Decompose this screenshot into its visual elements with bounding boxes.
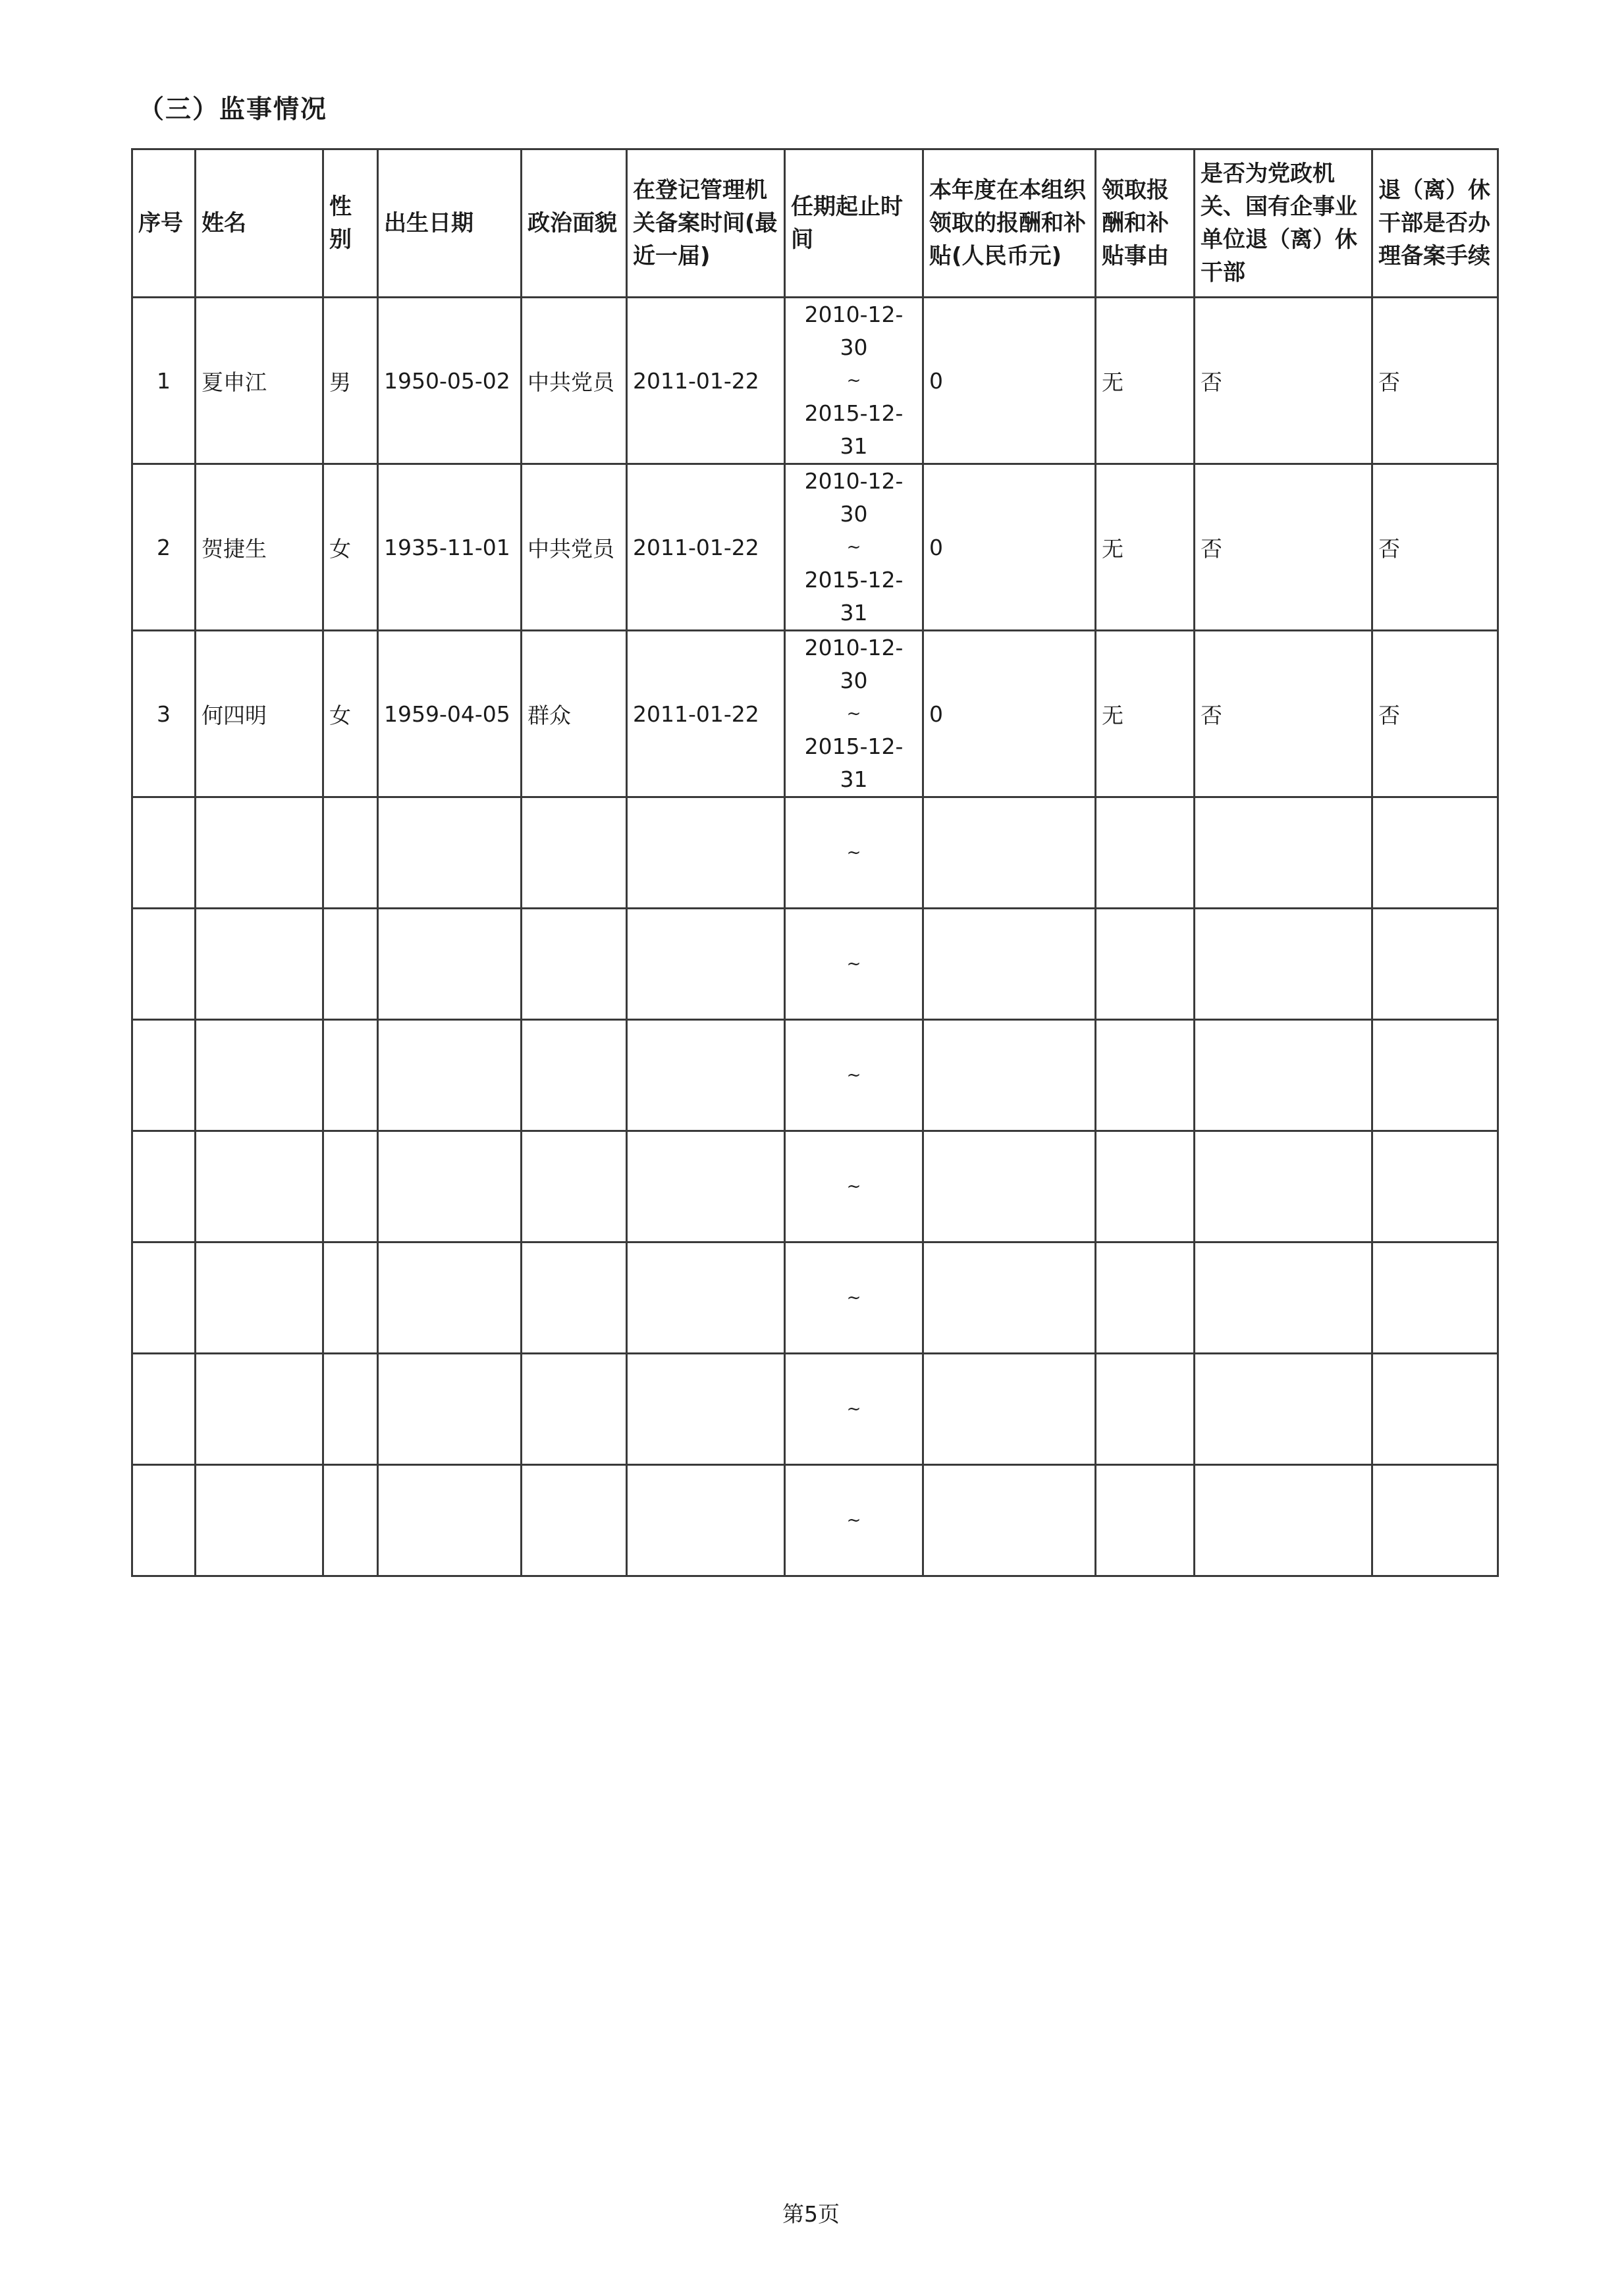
cell-pay: 0 bbox=[923, 464, 1096, 631]
empty-cell bbox=[1195, 1354, 1372, 1465]
cell-gender: 女 bbox=[323, 464, 378, 631]
empty-cell bbox=[1195, 909, 1372, 1020]
term-separator: ~ bbox=[846, 371, 861, 390]
cell-pay: 0 bbox=[923, 631, 1096, 797]
cell-term bbox=[785, 1354, 923, 1465]
empty-cell bbox=[1372, 1242, 1498, 1354]
header-gender: 性别 bbox=[323, 149, 378, 298]
empty-cell bbox=[196, 1354, 323, 1465]
header-political-status: 政治面貌 bbox=[522, 149, 627, 298]
cell-retired-cadre: 否 bbox=[1195, 464, 1372, 631]
cell-name: 夏申江 bbox=[196, 298, 323, 464]
empty-table-row bbox=[132, 1020, 1498, 1131]
cell-gender: 女 bbox=[323, 631, 378, 797]
empty-cell bbox=[1195, 1465, 1372, 1576]
empty-cell bbox=[627, 1131, 785, 1242]
empty-cell bbox=[923, 1020, 1096, 1131]
term-separator: ~ bbox=[846, 843, 861, 863]
cell-name: 何四明 bbox=[196, 631, 323, 797]
empty-cell bbox=[132, 1242, 196, 1354]
empty-cell bbox=[1195, 1131, 1372, 1242]
empty-table-row bbox=[132, 1354, 1498, 1465]
cell-term bbox=[785, 1465, 923, 1576]
empty-cell bbox=[522, 797, 627, 909]
empty-table-row bbox=[132, 909, 1498, 1020]
empty-cell bbox=[923, 1465, 1096, 1576]
empty-cell bbox=[1372, 797, 1498, 909]
empty-cell bbox=[378, 909, 522, 1020]
empty-cell bbox=[923, 1131, 1096, 1242]
empty-cell bbox=[522, 1465, 627, 1576]
empty-cell bbox=[1096, 1242, 1195, 1354]
term-separator: ~ bbox=[846, 1399, 861, 1419]
cell-filing-date: 2011-01-22 bbox=[627, 631, 785, 797]
section-title: （三）监事情况 bbox=[138, 95, 328, 124]
empty-cell bbox=[1372, 1131, 1498, 1242]
cell-pay-reason: 无 bbox=[1096, 298, 1195, 464]
empty-table-row bbox=[132, 1465, 1498, 1576]
empty-cell bbox=[196, 909, 323, 1020]
table-row bbox=[132, 464, 1498, 631]
cell-pay-reason: 无 bbox=[1096, 631, 1195, 797]
cell-filing-date: 2011-01-22 bbox=[627, 464, 785, 631]
empty-cell bbox=[1096, 1131, 1195, 1242]
cell-no: 3 bbox=[132, 631, 196, 797]
header-name: 姓名 bbox=[196, 149, 323, 298]
empty-cell bbox=[1195, 1242, 1372, 1354]
cell-retired-cadre: 否 bbox=[1195, 298, 1372, 464]
cell-name: 贺捷生 bbox=[196, 464, 323, 631]
cell-filing-procedure: 否 bbox=[1372, 464, 1498, 631]
cell-term bbox=[785, 1242, 923, 1354]
term-start: 2010-12-30 bbox=[804, 635, 904, 693]
empty-cell bbox=[627, 1020, 785, 1131]
empty-cell bbox=[1372, 1465, 1498, 1576]
empty-cell bbox=[923, 1242, 1096, 1354]
empty-cell bbox=[1096, 1354, 1195, 1465]
empty-cell bbox=[627, 1242, 785, 1354]
cell-term bbox=[785, 1020, 923, 1131]
empty-cell bbox=[323, 909, 378, 1020]
term-separator: ~ bbox=[846, 1510, 861, 1530]
empty-cell bbox=[923, 909, 1096, 1020]
empty-cell bbox=[323, 1242, 378, 1354]
term-separator: ~ bbox=[846, 537, 861, 557]
empty-cell bbox=[1096, 797, 1195, 909]
empty-cell bbox=[323, 1131, 378, 1242]
empty-cell bbox=[323, 1465, 378, 1576]
term-separator: ~ bbox=[846, 954, 861, 974]
cell-retired-cadre: 否 bbox=[1195, 631, 1372, 797]
term-separator: ~ bbox=[846, 704, 861, 724]
cell-birth-date: 1935-11-01 bbox=[378, 464, 522, 631]
empty-cell bbox=[323, 797, 378, 909]
term-end: 2015-12-31 bbox=[804, 567, 904, 626]
empty-cell bbox=[1096, 1465, 1195, 1576]
cell-term bbox=[785, 797, 923, 909]
empty-cell bbox=[522, 1020, 627, 1131]
empty-cell bbox=[1372, 909, 1498, 1020]
empty-cell bbox=[522, 909, 627, 1020]
cell-filing-procedure: 否 bbox=[1372, 298, 1498, 464]
header-row bbox=[132, 149, 1498, 298]
cell-political-status: 中共党员 bbox=[522, 464, 627, 631]
empty-cell bbox=[196, 797, 323, 909]
cell-term bbox=[785, 1131, 923, 1242]
header-filing-procedure: 退（离）休干部是否办理备案手续 bbox=[1372, 149, 1498, 298]
cell-filing-procedure: 否 bbox=[1372, 631, 1498, 797]
empty-cell bbox=[323, 1020, 378, 1131]
empty-cell bbox=[378, 1242, 522, 1354]
empty-cell bbox=[522, 1354, 627, 1465]
term-start: 2010-12-30 bbox=[804, 302, 904, 360]
term-separator: ~ bbox=[846, 1177, 861, 1196]
empty-cell bbox=[1372, 1020, 1498, 1131]
empty-cell bbox=[923, 1354, 1096, 1465]
header-term: 任期起止时间 bbox=[785, 149, 923, 298]
empty-cell bbox=[378, 1020, 522, 1131]
empty-cell bbox=[132, 1131, 196, 1242]
empty-cell bbox=[196, 1242, 323, 1354]
empty-cell bbox=[132, 1465, 196, 1576]
term-separator: ~ bbox=[846, 1288, 861, 1308]
empty-cell bbox=[378, 1465, 522, 1576]
empty-cell bbox=[1372, 1354, 1498, 1465]
empty-cell bbox=[323, 1354, 378, 1465]
empty-cell bbox=[923, 797, 1096, 909]
empty-cell bbox=[627, 797, 785, 909]
empty-cell bbox=[1195, 1020, 1372, 1131]
cell-term bbox=[785, 631, 923, 797]
empty-cell bbox=[132, 797, 196, 909]
cell-term bbox=[785, 298, 923, 464]
empty-cell bbox=[1096, 1020, 1195, 1131]
empty-cell bbox=[627, 909, 785, 1020]
empty-cell bbox=[132, 1020, 196, 1131]
term-start: 2010-12-30 bbox=[804, 468, 904, 527]
header-filing-date: 在登记管理机关备案时间(最近一届) bbox=[627, 149, 785, 298]
empty-cell bbox=[522, 1131, 627, 1242]
empty-cell bbox=[522, 1242, 627, 1354]
empty-cell bbox=[1096, 909, 1195, 1020]
empty-cell bbox=[196, 1465, 323, 1576]
header-no: 序号 bbox=[132, 149, 196, 298]
empty-table-row bbox=[132, 797, 1498, 909]
empty-cell bbox=[627, 1354, 785, 1465]
empty-cell bbox=[378, 1131, 522, 1242]
cell-political-status: 群众 bbox=[522, 631, 627, 797]
cell-no: 2 bbox=[132, 464, 196, 631]
cell-birth-date: 1959-04-05 bbox=[378, 631, 522, 797]
table-row bbox=[132, 631, 1498, 797]
empty-cell bbox=[196, 1020, 323, 1131]
cell-gender: 男 bbox=[323, 298, 378, 464]
header-pay: 本年度在本组织领取的报酬和补贴(人民币元) bbox=[923, 149, 1096, 298]
header-retired-cadre: 是否为党政机关、国有企事业单位退（离）休干部 bbox=[1195, 149, 1372, 298]
empty-cell bbox=[378, 797, 522, 909]
term-separator: ~ bbox=[846, 1065, 861, 1085]
cell-pay-reason: 无 bbox=[1096, 464, 1195, 631]
cell-political-status: 中共党员 bbox=[522, 298, 627, 464]
empty-cell bbox=[627, 1465, 785, 1576]
cell-filing-date: 2011-01-22 bbox=[627, 298, 785, 464]
empty-cell bbox=[378, 1354, 522, 1465]
cell-term bbox=[785, 464, 923, 631]
term-end: 2015-12-31 bbox=[804, 734, 904, 792]
term-end: 2015-12-31 bbox=[804, 400, 904, 459]
empty-cell bbox=[132, 909, 196, 1020]
header-birth-date: 出生日期 bbox=[378, 149, 522, 298]
empty-cell bbox=[196, 1131, 323, 1242]
empty-table-row bbox=[132, 1242, 1498, 1354]
empty-table-row bbox=[132, 1131, 1498, 1242]
empty-cell bbox=[132, 1354, 196, 1465]
table-row bbox=[132, 298, 1498, 464]
cell-term bbox=[785, 909, 923, 1020]
supervisors-table bbox=[131, 148, 1499, 1577]
page-number: 第5页 bbox=[782, 2201, 840, 2227]
empty-cell bbox=[1195, 797, 1372, 909]
cell-birth-date: 1950-05-02 bbox=[378, 298, 522, 464]
cell-no: 1 bbox=[132, 298, 196, 464]
cell-pay: 0 bbox=[923, 298, 1096, 464]
header-pay-reason: 领取报酬和补贴事由 bbox=[1096, 149, 1195, 298]
